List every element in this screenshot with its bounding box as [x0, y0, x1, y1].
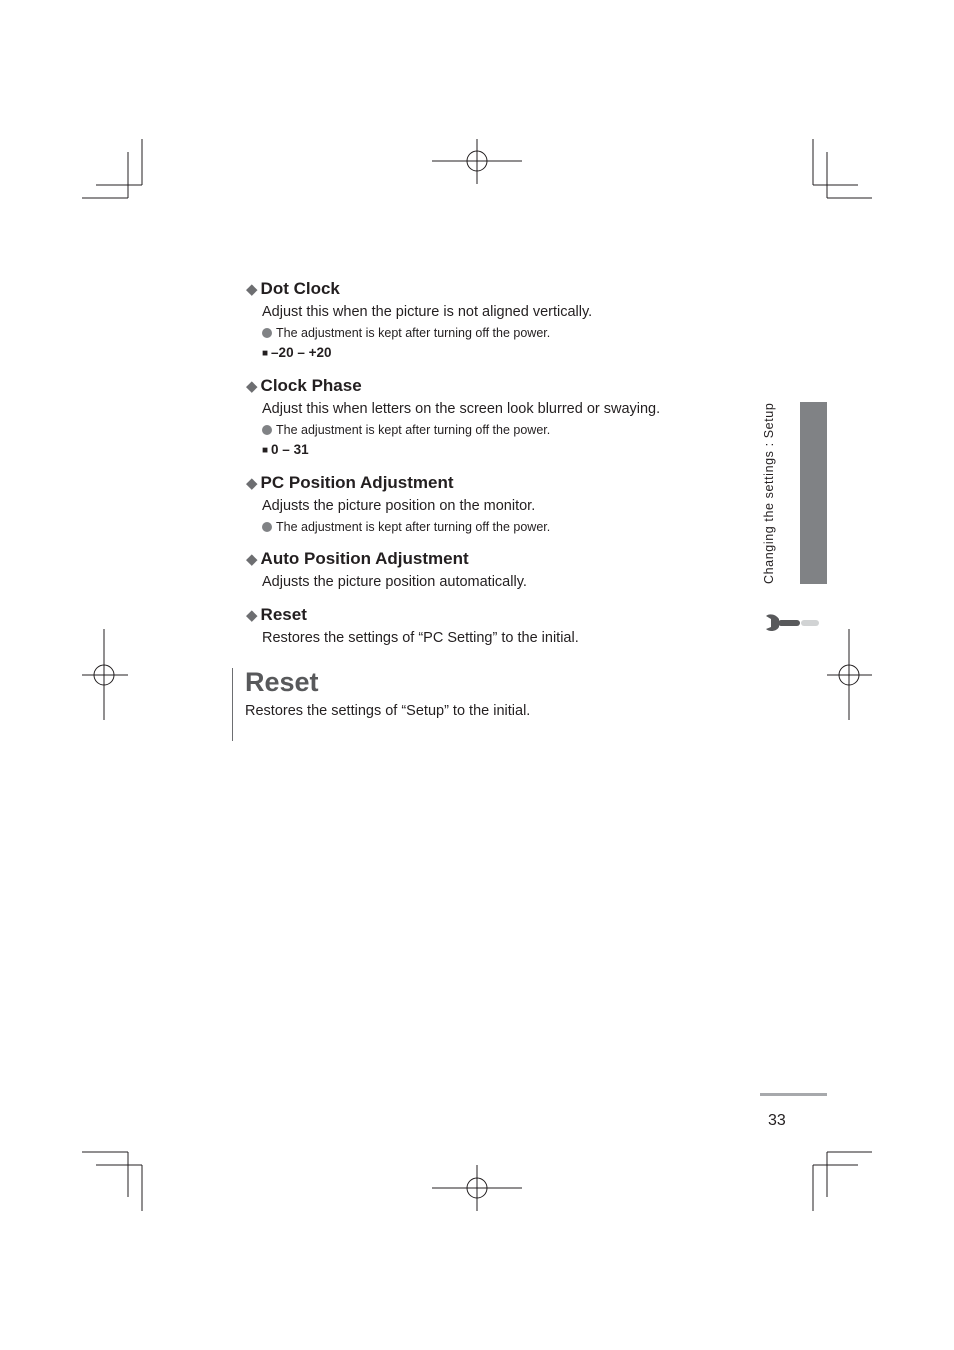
settings-sections: [246, 278, 746, 660]
section-title: Auto Position Adjustment: [260, 549, 469, 568]
section-note: The adjustment is kept after turning off the power.: [262, 517, 746, 537]
page-title: Reset: [245, 667, 319, 697]
section-auto-position-adjustment: [246, 548, 746, 593]
square-bullet-icon: ■: [262, 348, 269, 359]
section-title: PC Position Adjustment: [260, 473, 454, 492]
section-description: Adjust this when the picture is not aligned vertically.: [262, 304, 593, 320]
section-heading: [246, 375, 746, 398]
diamond-bullet-icon: ◆: [246, 281, 258, 298]
square-bullet-icon: ■: [262, 445, 269, 456]
diamond-bullet-icon: ◆: [246, 607, 258, 624]
section-range: ■ –20 – +20: [262, 345, 332, 360]
section-heading: [246, 604, 746, 627]
section-description: Adjusts the picture position automatically.: [262, 574, 527, 590]
chapter-label: Changing the settings : Setup: [762, 402, 776, 584]
section-clock-phase: [246, 375, 746, 461]
section-pc-position-adjustment: [246, 472, 746, 537]
diamond-bullet-icon: ◆: [246, 475, 258, 492]
section-title: Dot Clock: [260, 279, 340, 298]
reset-description: Restores the settings of “Setup” to the initial.: [245, 703, 531, 719]
section-note: The adjustment is kept after turning off the power.: [262, 323, 746, 343]
reset-heading-block: [232, 668, 530, 741]
wrench-icon: [764, 612, 820, 632]
chapter-tab: [800, 402, 827, 584]
circle-bullet-icon: [262, 425, 272, 435]
section-range: ■ 0 – 31: [262, 442, 309, 457]
circle-bullet-icon: [262, 328, 272, 338]
section-description: Adjusts the picture position on the monitor.: [262, 498, 536, 514]
section-title: Clock Phase: [260, 376, 362, 395]
page-number-rule: [760, 1093, 827, 1096]
diamond-bullet-icon: ◆: [246, 378, 258, 395]
section-description: Adjust this when letters on the screen look blurred or swaying.: [262, 401, 661, 417]
section-dot-clock: [246, 278, 746, 364]
circle-bullet-icon: [262, 522, 272, 532]
section-heading: [246, 548, 746, 571]
diamond-bullet-icon: ◆: [246, 551, 258, 568]
section-title: Reset: [260, 605, 307, 624]
section-description: Restores the settings of “PC Setting” to the initial.: [262, 630, 579, 646]
section-note: The adjustment is kept after turning off the power.: [262, 420, 746, 440]
section-heading: [246, 278, 746, 301]
section-reset-pc-setting: [246, 604, 746, 649]
section-heading: [246, 472, 746, 495]
page-number: 33: [768, 1112, 786, 1129]
